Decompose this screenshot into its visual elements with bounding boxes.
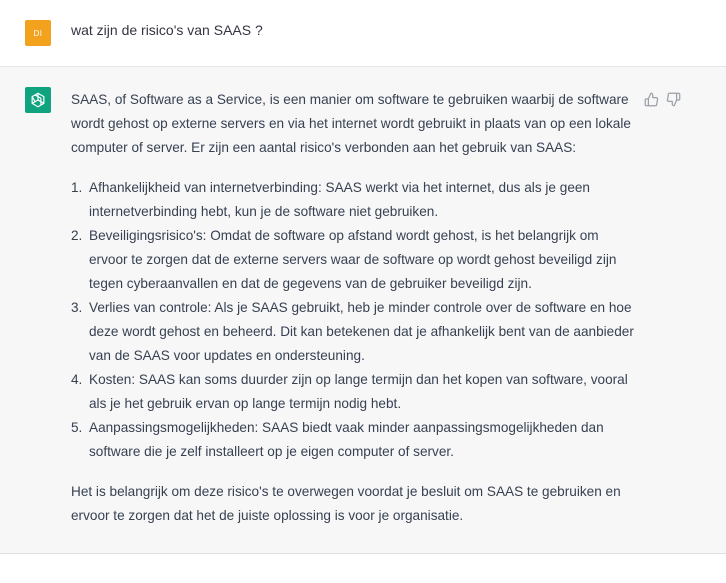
risk-list [71,176,636,464]
response-conclusion: Het is belangrijk om deze risico's te overwegen voordat je besluit om SAAS te gebruiken en ervoor te zorgen dat het de juiste oplossing is voor je organisatie. [71,484,621,523]
thumbs-down-icon[interactable] [665,91,681,107]
openai-logo-icon [25,87,51,113]
list-item: 2. Beveiligingsrisico's: Omdat de software op afstand wordt gehost, is het belangrijk om ervoor te zorgen dat de externe servers waar de software op wordt gehost beveiligd zijn tegen cyberaanvallen en dat de gegevens van de gebruiker beveiligd zijn. [71,228,617,291]
user-message-row [0,0,726,67]
list-item: 5. Aanpassingsmogelijkheden: SAAS biedt vaak minder aanpassingsmogelijkheden dan software die je zelf installeert op je eigen computer of server. [71,420,604,459]
user-avatar: DI [25,20,51,46]
response-intro: SAAS, of Software as a Service, is een manier om software te gebruiken waarbij de software wordt gehost op externe servers en via het internet wordt gebruikt in plaats van op een lokale computer of server. Er zijn een aantal risico's verbonden aan het gebruik van SAAS: [71,92,631,155]
user-message-text: wat zijn de risico's van SAAS ? [71,22,263,38]
list-item: 4. Kosten: SAAS kan soms duurder zijn op lange termijn dan het kopen van software, vooral als je het gebruik ervan op lange termijn nodig hebt. [71,372,628,411]
thumbs-up-icon[interactable] [643,91,659,107]
feedback-buttons [643,91,681,107]
assistant-message-row [0,67,726,554]
list-item: 3. Verlies van controle: Als je SAAS gebruikt, heb je minder controle over de software en hoe deze wordt gehost en beheerd. Dit kan betekenen dat je afhankelijk bent van de aanbieder van de SAAS voor updates en ondersteuning. [71,300,634,363]
assistant-response [71,88,636,528]
list-item: 1. Afhankelijkheid van internetverbinding: SAAS werkt via het internet, dus als je geen internetverbinding hebt, kun je de software niet gebruiken. [71,180,590,219]
page-bottom [0,554,726,583]
